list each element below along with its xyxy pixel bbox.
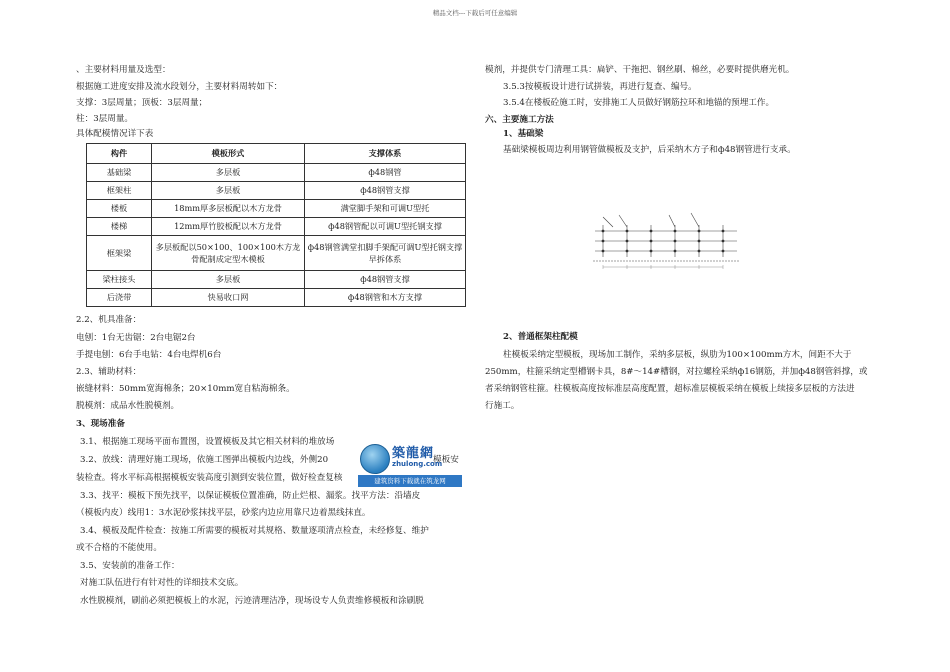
table-cell: 基础梁 xyxy=(87,164,152,182)
table-header: 模板形式 xyxy=(152,144,305,164)
text-line: 者采纳钢管柱箍。柱模板高度按标准层高度配置，超标准层模板采纳在模板上续接多层板的方法进 xyxy=(485,384,855,394)
text-line: 3.3、找平：模板下预先找平，以保证模板位置准确，防止烂根、漏浆。找平方法：沿墙皮 xyxy=(80,491,421,501)
text-line: 3.1、根据施工现场平面布置图，设置模板及其它相关材料的堆放场 xyxy=(80,437,335,447)
text-line: 水性脱模剂，刷前必须把模板上的水泥，污迹清理洁净，现场设专人负责维修模板和涂刷脱 xyxy=(80,596,424,606)
text-line: 、主要材料用量及选型： xyxy=(76,65,171,75)
table-cell: ф48钢管 xyxy=(305,164,466,182)
table-cell: 12mm厚竹胶板配以木方龙骨 xyxy=(152,218,305,236)
text-line: 具体配模情况详下表 xyxy=(76,129,154,139)
material-table xyxy=(86,143,466,307)
text-line: 脱模剂：成品水性脱模剂。 xyxy=(76,401,180,411)
table-cell: 满堂脚手架和可调U型托 xyxy=(305,200,466,218)
text-line: 2.2、机具准备： xyxy=(76,315,142,325)
text-line: 装检查。将水平标高根据模板安装高度引测到安装位置，做好检查复核 xyxy=(76,473,343,483)
text-line: 支撑：3层周量；顶板：3层周量； xyxy=(76,98,208,108)
text-line: 250mm，柱箍采纳定型槽钢卡具，8#～14#槽钢，对拉螺栓采纳ф16钢筋，并加ф48钢管斜撑，或 xyxy=(485,367,868,377)
watermark-title: 築龍網 xyxy=(392,446,435,461)
table-row xyxy=(87,164,466,182)
text-line: 对施工队伍进行有针对性的详细技术交底。 xyxy=(80,578,244,588)
table-cell: 楼梯 xyxy=(87,218,152,236)
table-cell: ф48钢管满堂扣脚手架配可调U型托钢支撑早拆体系 xyxy=(305,236,466,271)
text-line: 柱模板采纳定型模板，现场加工制作，采纳多层板，纵肋为100×100mm方木，间距不大于 xyxy=(503,350,852,360)
zhulong-watermark xyxy=(356,438,466,504)
globe-logo-icon xyxy=(360,444,390,474)
table-cell: 梁柱接头 xyxy=(87,271,152,289)
table-cell: ф48钢管和木方支撑 xyxy=(305,289,466,307)
table-cell: 多层板 xyxy=(152,182,305,200)
table-cell: 多层板配以50×100、100×100木方龙骨配制成定型木模板 xyxy=(152,236,305,271)
table-row xyxy=(87,182,466,200)
table-row xyxy=(87,200,466,218)
text-line-tail: 模板安 xyxy=(433,455,459,465)
table-row xyxy=(87,218,466,236)
table-cell: 18mm厚多层板配以木方龙骨 xyxy=(152,200,305,218)
section-heading: 六、主要施工方法 xyxy=(485,115,554,125)
table-row xyxy=(87,271,466,289)
table-row xyxy=(87,289,466,307)
text-line: 嵌缝材料：50mm宽海棉条；20×10mm宽自粘海棉条。 xyxy=(76,384,295,394)
watermark-band: 建筑资料下载就在筑龙网 xyxy=(358,475,462,487)
text-line: 基础梁模板周边利用钢管做模板及支护，后采纳木方子和ф48钢管进行支承。 xyxy=(503,145,796,155)
foundation-beam-formwork-diagram xyxy=(589,207,741,275)
text-line: （模板内皮）线用1：3水泥砂浆抹找平层，砂浆内边应用靠尺边着黑线抹直。 xyxy=(76,508,371,518)
text-line: 3.5.4在楼板砼施工时，安排施工人员做好钢筋拉环和地锚的预埋工作。 xyxy=(503,98,775,108)
text-line: 手提电刨：6台手电钻：4台电焊机6台 xyxy=(76,350,222,360)
table-cell: 后浇带 xyxy=(87,289,152,307)
text-line: 3.2、放线：清理好施工现场，依施工图弹出模板内边线，外侧20 xyxy=(80,455,329,465)
table-cell: 多层板 xyxy=(152,164,305,182)
watermark-url: zhulong.com xyxy=(392,460,443,468)
text-line: 3.5.3按模板设计进行试拼装，再进行复查、编号。 xyxy=(503,82,697,92)
table-cell: ф48钢管配以可调U型托钢支撑 xyxy=(305,218,466,236)
table-header: 构件 xyxy=(87,144,152,164)
table-row xyxy=(87,236,466,271)
table-cell: ф48钢管支撑 xyxy=(305,182,466,200)
text-line: 3.5、安装前的准备工作： xyxy=(80,561,180,571)
text-line: 电刨：1台无齿锯：2台电锯2台 xyxy=(76,333,196,343)
text-line: 或不合格的不能使用。 xyxy=(76,543,162,553)
text-line: 2.3、辅助材料： xyxy=(76,367,142,377)
subsection-heading: 2、普通框架柱配模 xyxy=(503,332,578,342)
table-cell: 框架梁 xyxy=(87,236,152,271)
text-line: 根据施工进度安排及流水段划分，主要材料周转如下： xyxy=(76,82,283,92)
text-line: 模剂，并提供专门清理工具：扁铲、干拖把、钢丝刷、棉丝，必要时提供磨光机。 xyxy=(485,65,795,75)
text-line: 行施工。 xyxy=(485,401,520,411)
table-cell: 楼板 xyxy=(87,200,152,218)
table-cell: 快易收口网 xyxy=(152,289,305,307)
table-cell: 框架柱 xyxy=(87,182,152,200)
table-header: 支撑体系 xyxy=(305,144,466,164)
table-cell: ф48钢管支撑 xyxy=(305,271,466,289)
table-cell: 多层板 xyxy=(152,271,305,289)
subsection-heading: 1、基础梁 xyxy=(503,129,544,139)
page-header: 精品文档---下载后可任意编辑 xyxy=(432,9,518,17)
text-line: 柱：3层周量。 xyxy=(76,114,134,124)
section-heading: 3、现场准备 xyxy=(76,419,125,429)
text-line: 3.4、模板及配件检查：按施工所需要的模板对其规格、数量逐项清点检查，未经修复、维护 xyxy=(80,526,429,536)
table-header-row xyxy=(87,144,466,164)
